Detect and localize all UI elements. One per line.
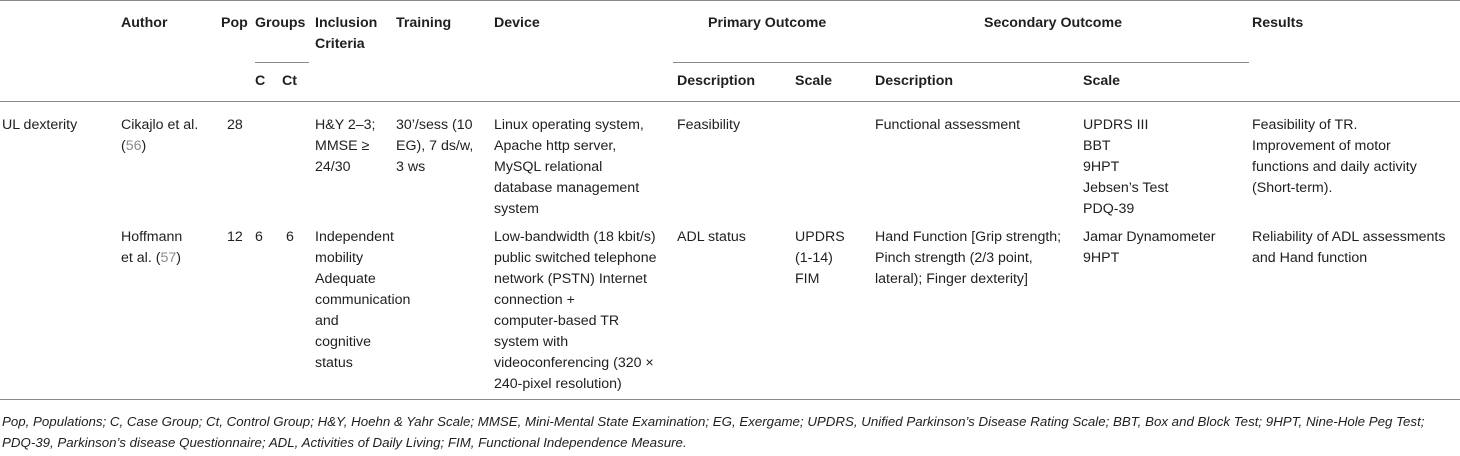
row-1-results-line-3: functions and daily activity xyxy=(1252,159,1417,175)
header-primary-outcome: Primary Outcome xyxy=(708,15,827,31)
row-2-primary-scale-line-1: UPDRS xyxy=(795,229,845,245)
row-2-inclusion-line-3: Adequate xyxy=(315,271,376,287)
header-c: C xyxy=(255,73,266,89)
row-2-inclusion-line-6: cognitive xyxy=(315,334,371,350)
row-2-author-line-1: Hoffmann xyxy=(121,229,183,245)
row-2-device-line-6: system with xyxy=(494,334,569,350)
row-2-results-line-1: Reliability of ADL assessments xyxy=(1252,229,1446,245)
header-groups: Groups xyxy=(255,15,306,31)
row-1-results-line-2: Improvement of motor xyxy=(1252,138,1391,154)
header-device: Device xyxy=(494,15,540,31)
header-results: Results xyxy=(1252,15,1304,31)
header-inclusion-line-1: Inclusion xyxy=(315,15,378,31)
header-inclusion-line-2: Criteria xyxy=(315,36,365,52)
row-1-device-line-2: Apache http server, xyxy=(494,138,617,154)
row-1-author-close: ) xyxy=(141,138,147,154)
row-2-device-line-2: public switched telephone xyxy=(494,250,657,266)
row-1-category: UL dexterity xyxy=(2,117,78,133)
row-2-author-open: et al. ( xyxy=(121,250,161,266)
row-1-training-line-2: EG), 7 ds/w, xyxy=(396,138,474,154)
row-2-device-line-7: videoconferencing (320 × xyxy=(494,355,654,371)
header-secondary-description: Description xyxy=(875,73,954,89)
header-secondary-scale: Scale xyxy=(1083,73,1121,89)
row-1-secondary-scale-line-1: UPDRS III xyxy=(1083,117,1149,133)
row-2-secondary-description-line-1: Hand Function [Grip strength; xyxy=(875,229,1062,245)
row-1-inclusion-line-2: MMSE ≥ xyxy=(315,138,370,154)
row-2-ct: 6 xyxy=(286,229,294,245)
row-1-device-line-5: system xyxy=(494,201,539,217)
row-2-device-line-4: connection + xyxy=(494,292,575,308)
header-ct: Ct xyxy=(282,73,297,89)
header-primary-scale: Scale xyxy=(795,73,833,89)
row-1-secondary-scale-line-4: Jebsen’s Test xyxy=(1083,180,1169,196)
row-2-secondary-scale-line-2: 9HPT xyxy=(1083,250,1120,266)
row-2-secondary-scale-line-1: Jamar Dynamometer xyxy=(1083,229,1216,245)
header-author: Author xyxy=(121,15,168,31)
header-training: Training xyxy=(396,15,452,31)
row-2-pop: 12 xyxy=(227,229,243,245)
row-2-primary-description: ADL status xyxy=(677,229,746,245)
row-1-device-line-3: MySQL relational xyxy=(494,159,603,175)
row-1-author-open: ( xyxy=(121,138,126,154)
row-2-inclusion-line-5: and xyxy=(315,313,339,329)
row-2-inclusion-line-2: mobility xyxy=(315,250,364,266)
row-1-results-line-1: Feasibility of TR. xyxy=(1252,117,1358,133)
header-bottom-rule xyxy=(0,101,1460,102)
row-1-pop: 28 xyxy=(227,117,243,133)
table-bottom-rule xyxy=(0,399,1460,400)
row-2-author-close: ) xyxy=(176,250,181,266)
row-1-author-line-2 xyxy=(121,136,146,157)
row-1-primary-description: Feasibility xyxy=(677,117,741,133)
row-2-inclusion-line-4: communication xyxy=(315,292,411,308)
row-1-inclusion-line-1: H&Y 2–3; xyxy=(315,117,376,133)
row-1-author-line-1: Cikajlo et al. xyxy=(121,117,199,133)
row-2-primary-scale-line-2: (1-14) xyxy=(795,250,833,266)
groups-subheader-rule xyxy=(255,62,309,63)
row-1-secondary-scale-line-5: PDQ-39 xyxy=(1083,201,1135,217)
row-2-device-line-5: computer-based TR xyxy=(494,313,620,329)
row-1-inclusion-line-3: 24/30 xyxy=(315,159,351,175)
header-secondary-outcome: Secondary Outcome xyxy=(984,15,1122,31)
row-2-inclusion-line-7: status xyxy=(315,355,353,371)
row-2-secondary-description-line-3: lateral); Finger dexterity] xyxy=(875,271,1028,287)
row-1-secondary-scale-line-3: 9HPT xyxy=(1083,159,1120,175)
row-2-author-line-2 xyxy=(121,248,181,269)
row-1-device-line-4: database management xyxy=(494,180,640,196)
row-1-reference-link[interactable]: 56 xyxy=(125,138,142,154)
table-top-rule xyxy=(0,0,1460,1)
row-2-device-line-1: Low-bandwidth (18 kbit/s) xyxy=(494,229,656,245)
row-1-training-line-1: 30’/sess (10 xyxy=(396,117,473,133)
header-primary-description: Description xyxy=(677,73,756,89)
header-pop: Pop xyxy=(221,15,248,31)
row-1-training-line-3: 3 ws xyxy=(396,159,426,175)
row-2-reference-link[interactable]: 57 xyxy=(160,250,177,266)
row-2-device-line-8: 240-pixel resolution) xyxy=(494,376,622,392)
row-1-device-line-1: Linux operating system, xyxy=(494,117,644,133)
row-2-secondary-description-line-2: Pinch strength (2/3 point, xyxy=(875,250,1033,266)
row-1-results-line-4: (Short-term). xyxy=(1252,180,1333,196)
outcome-subheader-rule xyxy=(673,62,1249,63)
row-1-secondary-description: Functional assessment xyxy=(875,117,1021,133)
row-2-device-line-3: network (PSTN) Internet xyxy=(494,271,647,287)
row-2-c: 6 xyxy=(255,229,263,245)
row-2-results-line-2: and Hand function xyxy=(1252,250,1368,266)
table-footnote: Pop, Populations; C, Case Group; Ct, Control Group; H&Y, Hoehn & Yahr Scale; MMSE, Mini-Mental State Examination; EG, Exergame; UPDRS, Unified Parkinson’s Disease Rating Scale; BBT, Box and Block Test; 9HPT, Nine-Hole Peg Test; PDQ-39, Parkinson’s disease Questionnaire; ADL, Activities of Daily Living; FIM, Functional Independence Measure. xyxy=(2,414,1425,450)
row-2-primary-scale-line-3: FIM xyxy=(795,271,820,287)
row-2-inclusion-line-1: Independent xyxy=(315,229,394,245)
row-1-secondary-scale-line-2: BBT xyxy=(1083,138,1111,154)
